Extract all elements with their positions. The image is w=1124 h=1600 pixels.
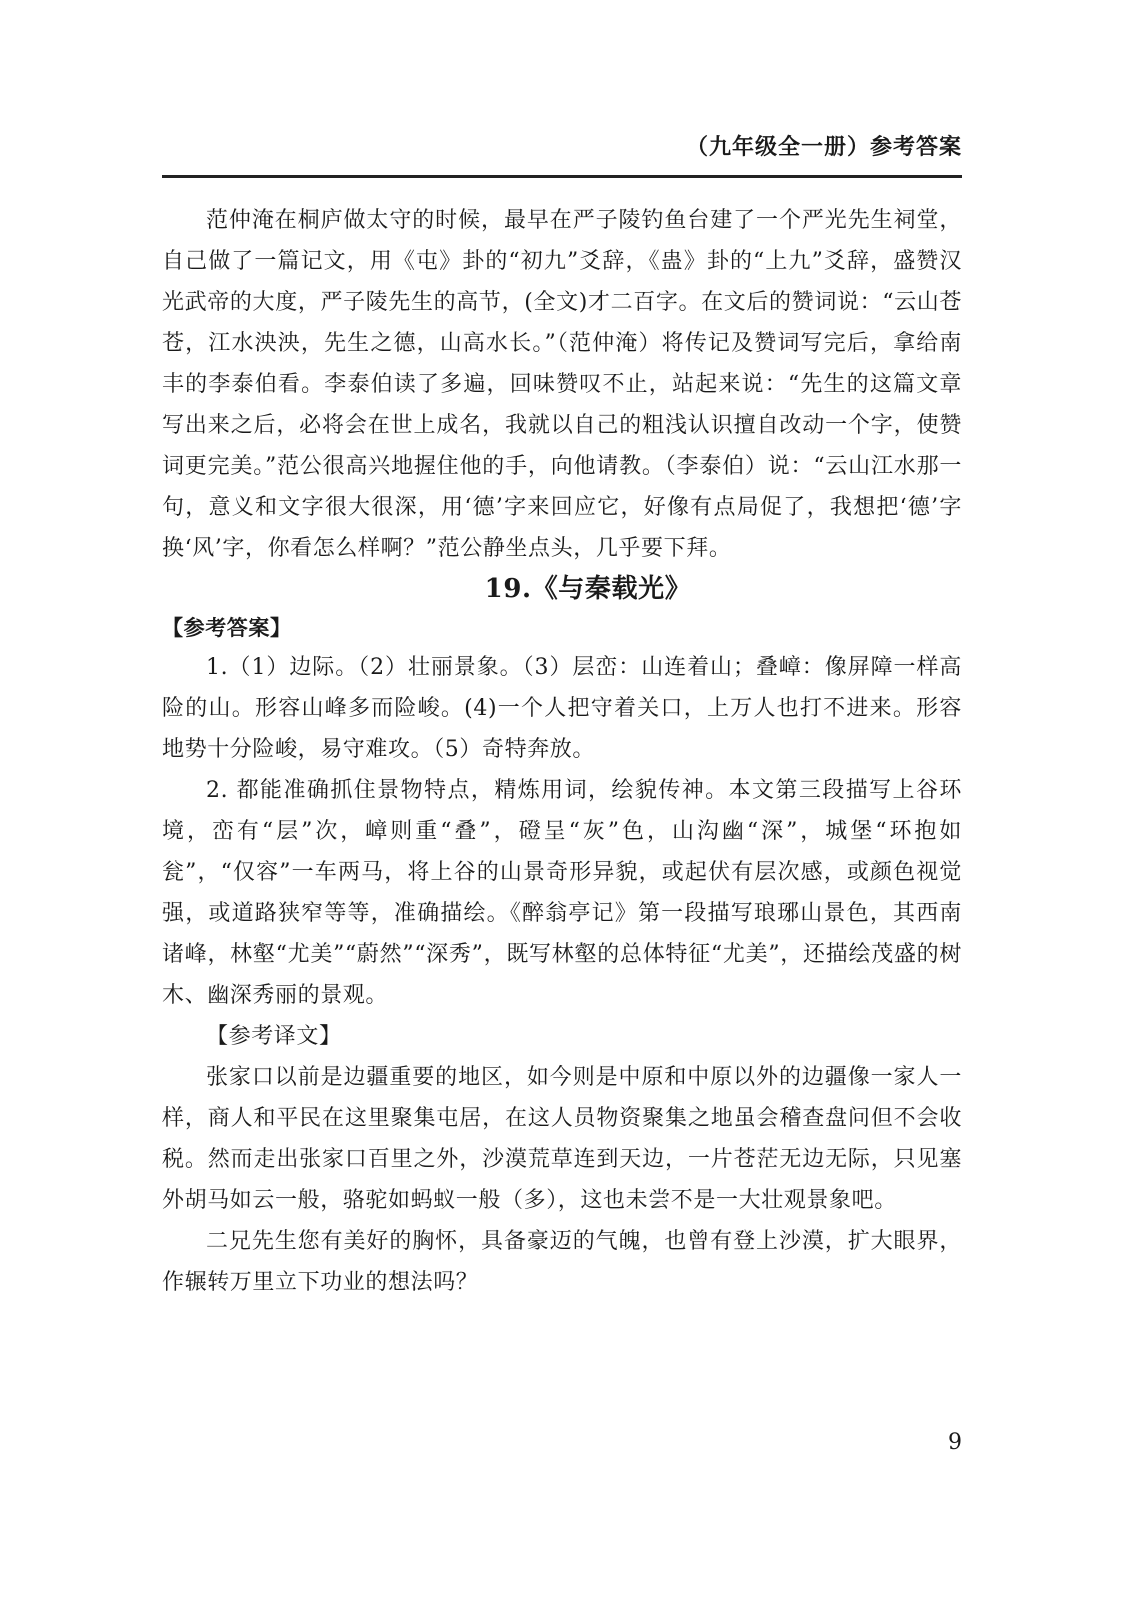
translation-paragraph-1: 张家口以前是边疆重要的地区，如今则是中原和中原以外的边疆像一家人一样，商人和平民在这里聚集屯居，在这人员物资聚集之地虽会稽查盘问但不会收税。然而走出张家口百里之外，沙漠荒草连到天边，一片苍茫无边无际，只见塞外胡马如云一般，骆驼如蚂蚁一般（多），这也未尝不是一大壮观景象吧。 [162, 1065, 962, 1213]
translation-label: 【参考译文】 [206, 1024, 342, 1049]
running-header: （九年级全一册）参考答案 [685, 135, 962, 160]
intro-paragraph: 范仲淹在桐庐做太守的时候，最早在严子陵钓鱼台建了一个严光先生祠堂，自己做了一篇记文，用《屯》卦的“初九”爻辞，《蛊》卦的“上九”爻辞，盛赞汉光武帝的大度，严子陵先生的高节，(全文)才二百字。在文后的赞词说：“云山苍苍，江水泱泱，先生之德，山高水长。”（范仲淹）将传记及赞词写完后，拿给南丰的李泰伯看。李泰伯读了多遍，回味赞叹不止，站起来说：“先生的这篇文章写出来之后，必将会在世上成名，我就以自己的粗浅认识擅自改动一个字，使赞词更完美。”范公很高兴地握住他的手，向他请教。（李泰伯）说：“云山江水那一句，意义和文字很大很深，用‘德’字来回应它，好像有点局促了，我想把‘德’字换‘风’字，你看怎么样啊？”范公静坐点头，几乎要下拜。 [162, 208, 962, 561]
page-number: 9 [948, 1430, 962, 1455]
page-content [162, 200, 962, 1303]
section-title: 19.《与秦载光》 [484, 574, 692, 604]
header-rule [162, 175, 962, 178]
answer-label: 【参考答案】 [162, 616, 292, 640]
answer-item-2: 2. 都能准确抓住景物特点，精炼用词，绘貌传神。本文第三段描写上谷环境，峦有“层”次，嶂则重“叠”，磴呈“灰”色，山沟幽“深”，城堡“环抱如瓮”，“仅容”一车两马，将上谷的山景奇形异貌，或起伏有层次感，或颜色视觉强，或道路狭窄等等，准确描绘。《醉翁亭记》第一段描写琅琊山景色，其西南诸峰，林壑“尤美”“蔚然”“深秀”，既写林壑的总体特征“尤美”，还描绘茂盛的树木、幽深秀丽的景观。 [162, 778, 962, 1008]
answer-item-1: 1.（1）边际。（2）壮丽景象。（3）层峦：山连着山；叠嶂：像屏障一样高险的山。形容山峰多而险峻。(4)一个人把守着关口，上万人也打不进来。形容地势十分险峻，易守难攻。（5）奇特奔放。 [162, 655, 962, 762]
translation-paragraph-2: 二兄先生您有美好的胸怀，具备豪迈的气魄，也曾有登上沙漠，扩大眼界，作辗转万里立下功业的想法吗？ [162, 1229, 962, 1295]
